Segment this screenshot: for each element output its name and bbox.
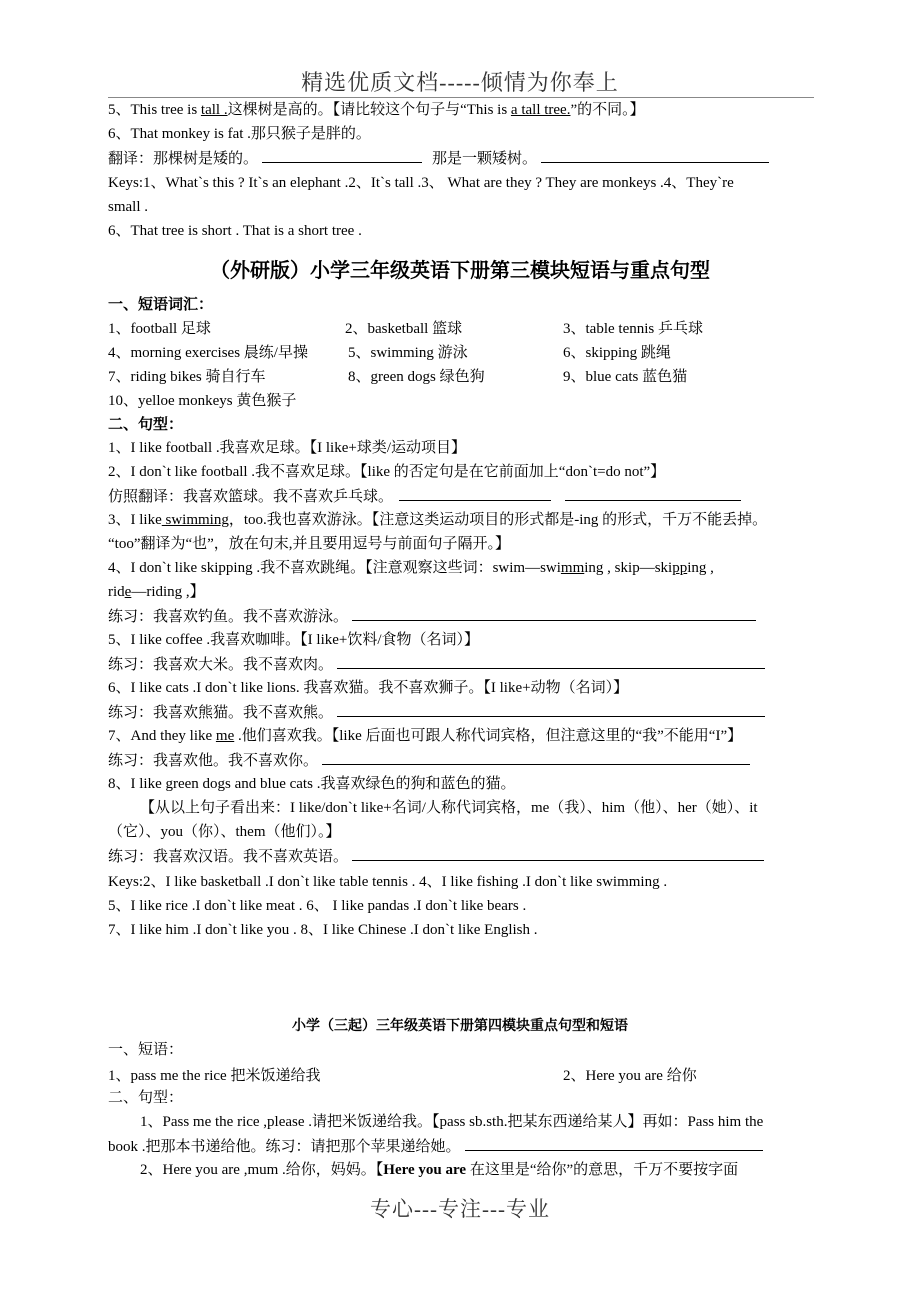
- vocab-item: 9、blue cats 蓝色猫: [563, 369, 688, 385]
- vocab-item: 10、yelloe monkeys 黄色猴子: [108, 393, 297, 409]
- translate-exercise: 翻译：那棵树是矮的。 那是一颗矮树。: [108, 148, 769, 169]
- m3-keys-2: 5、I like rice .I don`t like meat . 6、 I like pandas .I don`t like bears .: [108, 898, 527, 914]
- vocab-item: 4、morning exercises 晨练/早操: [108, 345, 308, 361]
- m3-sentence-3: 3、I like swimming，too.我也喜欢游泳。【注意这类运动项目的形式都是-ing 的形式，千万不能丢掉。: [108, 512, 768, 528]
- m3-summary-note: 【从以上句子看出来：I like/don`t like+名词/人称代词宾格，me（我）、him（他）、her（她）、it: [140, 800, 758, 816]
- m3-summary-note-cont: （它）、you（你）、them（他们）。】: [108, 824, 341, 840]
- m3-sentence-5: 5、I like coffee .我喜欢咖啡。【I like+饮料/食物（名词）】: [108, 632, 480, 648]
- m4-sentence-1-cont: book .把那本书递给他。练习：请把那个苹果递给她。: [108, 1136, 763, 1157]
- m3-sentence-4-cont: ride—riding ,】: [108, 584, 205, 600]
- keys-line-3: 6、That tree is short . That is a short tree .: [108, 223, 362, 239]
- module4-title: 小学（三起）三年级英语下册第四模块重点句型和短语: [292, 1018, 628, 1034]
- m3-sentence-3-note: “too”翻译为“也”，放在句末,并且要用逗号与前面句子隔开。】: [108, 536, 511, 552]
- page-header: 精选优质文档-----倾情为你奉上: [301, 70, 619, 95]
- m3-sentence-6: 6、I like cats .I don`t like lions. 我喜欢猫。我不喜欢狮子。【I like+动物（名词）】: [108, 680, 629, 696]
- keys-line-2: small .: [108, 199, 148, 215]
- vocab-item: 3、table tennis 乒乓球: [563, 321, 703, 337]
- m3-keys-1: Keys:2、I like basketball .I don`t like table tennis . 4、I like fishing .I don`t like swimming .: [108, 874, 668, 890]
- m4-sentence-1: 1、Pass me the rice ,please .请把米饭递给我。【pass sb.sth.把某东西递给某人】再如：Pass him the: [140, 1114, 764, 1130]
- vocab-item: 8、green dogs 绿色狗: [348, 369, 485, 385]
- page-footer: 专心---专注---专业: [370, 1197, 550, 1221]
- m4-phrase-2: 2、Here you are 给你: [563, 1068, 697, 1084]
- vocab-item: 5、swimming 游泳: [348, 345, 468, 361]
- m3-practice-6: 练习：我喜欢熊猫。我不喜欢熊。: [108, 702, 765, 723]
- m3-sentence-7: 7、And they like me .他们喜欢我。【like 后面也可跟人称代词宾格，但注意这里的“我”不能用“I”】: [108, 728, 743, 744]
- m3-sentence-1: 1、I like football .我喜欢足球。【I like+球类/运动项目】: [108, 440, 467, 456]
- m3-practice-8: 练习：我喜欢汉语。我不喜欢英语。: [108, 846, 764, 867]
- m3-practice-4: 练习：我喜欢钓鱼。我不喜欢游泳。: [108, 606, 756, 627]
- keys-line-1: Keys:1、What`s this ? It`s an elephant .2、It`s tall .3、 What are they ? They are monkeys .4、They`re: [108, 175, 734, 191]
- vocab-item: 1、football 足球: [108, 321, 211, 337]
- vocab-item: 2、basketball 篮球: [345, 321, 463, 337]
- m3-practice-7: 练习：我喜欢他。我不喜欢你。: [108, 750, 750, 771]
- m4-phrase-heading: 一、短语：: [108, 1042, 184, 1058]
- m3-sentence-2: 2、I don`t like football .我不喜欢足球。【like 的否定句是在它前面加上“don`t=do not”】: [108, 464, 666, 480]
- m4-sentence-2: 2、Here you are ,mum .给你，妈妈。【Here you are 在这里是“给你”的意思，千万不要按字面: [140, 1162, 739, 1178]
- m3-practice-5: 练习：我喜欢大米。我不喜欢肉。: [108, 654, 765, 675]
- m3-sentence-4: 4、I don`t like skipping .我不喜欢跳绳。【注意观察这些词：swim—swimming , skip—skipping ,: [108, 560, 714, 576]
- sentence-6: 6、That monkey is fat .那只猴子是胖的。: [108, 126, 371, 142]
- m3-practice-2: 仿照翻译：我喜欢篮球。我不喜欢乒乓球。: [108, 486, 741, 507]
- vocab-item: 6、skipping 跳绳: [563, 345, 671, 361]
- sentence-heading: 二、句型：: [108, 415, 184, 433]
- m4-sentence-heading: 二、句型：: [108, 1090, 184, 1106]
- header-divider: [108, 97, 814, 98]
- vocab-heading: 一、短语词汇：: [108, 295, 214, 313]
- m4-phrase-1: 1、pass me the rice 把米饭递给我: [108, 1068, 321, 1084]
- m3-sentence-8: 8、I like green dogs and blue cats .我喜欢绿色的狗和蓝色的猫。: [108, 776, 516, 792]
- module3-title: （外研版）小学三年级英语下册第三模块短语与重点句型: [210, 258, 710, 282]
- m3-keys-3: 7、I like him .I don`t like you . 8、I like Chinese .I don`t like English .: [108, 922, 538, 938]
- vocab-item: 7、riding bikes 骑自行车: [108, 369, 266, 385]
- sentence-5: 5、This tree is tall .这棵树是高的。【请比较这个句子与“This is a tall tree.”的不同。】: [108, 102, 645, 118]
